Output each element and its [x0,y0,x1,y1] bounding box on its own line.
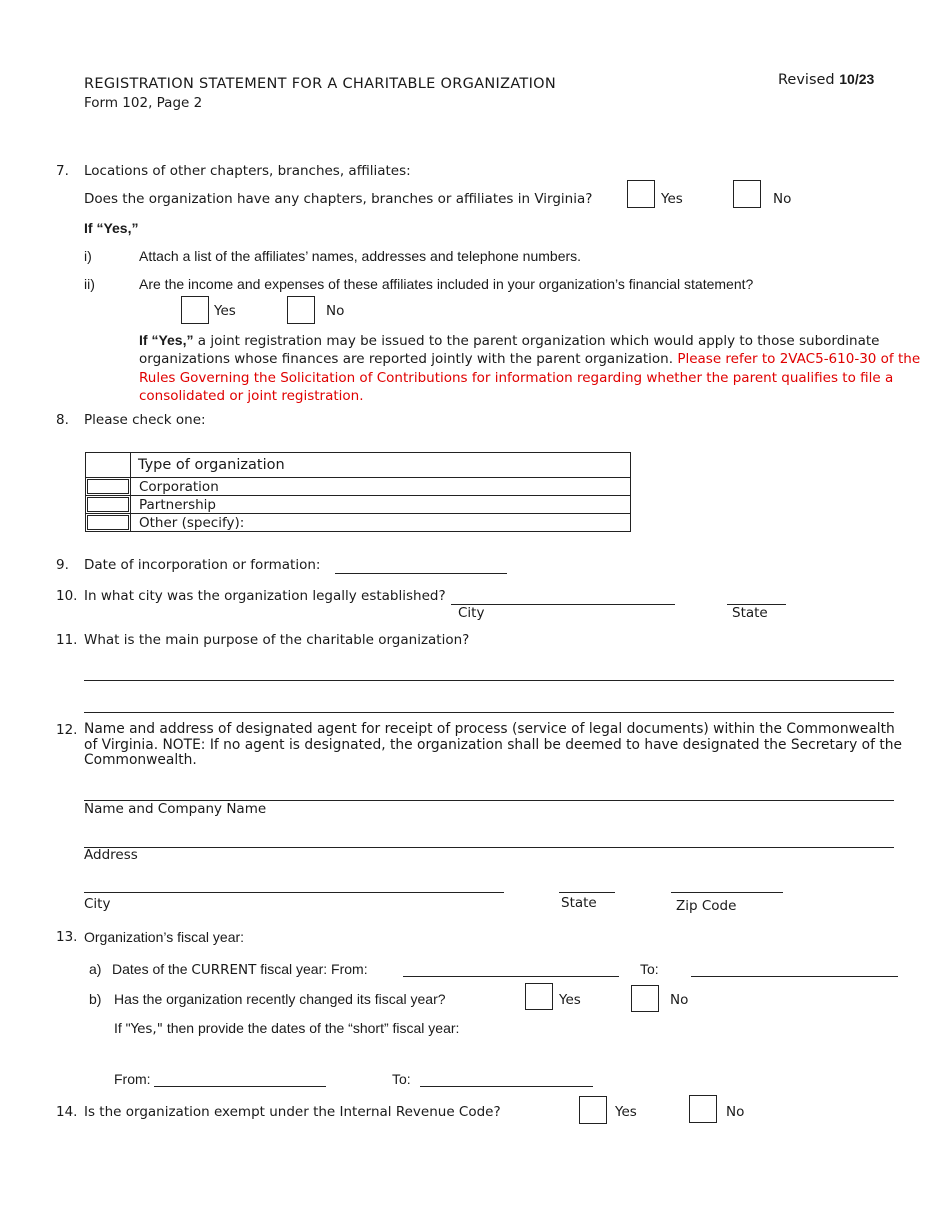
q7-ii-yes-checkbox[interactable] [181,296,209,324]
q13-b-no-label: No [670,992,689,1008]
q13-number: 13. [56,929,78,945]
q10-city-field[interactable] [451,604,675,605]
q10-number: 10. [56,588,78,604]
q13-short-to-label: To: [392,1071,411,1087]
q7-no-label: No [773,191,792,207]
q14-text: Is the organization exempt under the Internal Revenue Code? [84,1104,501,1120]
q14-no-label: No [726,1104,745,1120]
q13-a-text-1: Dates of the [112,961,192,977]
org-corporation-checkbox-cell[interactable] [86,478,131,496]
q7-i-number: i) [84,248,92,264]
org-option-corporation: Corporation [131,478,631,496]
q13-short-year-text [114,1020,459,1037]
q7-note-bold: If “Yes,” [139,332,194,348]
q7-yes-checkbox[interactable] [627,180,655,208]
org-table-header: Type of organization [131,453,631,478]
organization-type-table [85,452,631,532]
q12-state-label: State [561,895,597,911]
q13-short-from-field[interactable] [154,1086,326,1087]
q14-number: 14. [56,1104,78,1120]
q7-note-text: a joint registration may be issued to the parent organization which would apply to those subordinate organizations whose finances are reported jointly with the parent organization. [139,333,880,368]
q7-note-red: Please refer to 2VAC5-610-30 of the Rules Governing the Solicitation of Contributions for information regarding whether the parent qualifies to file a consolidated or joint registration. [139,351,921,404]
q12-zip-label: Zip Code [676,898,737,914]
q12-city-field[interactable] [84,892,504,893]
q9-date-field[interactable] [335,573,507,574]
q13-b-number: b) [89,991,102,1007]
form-subtitle: Form 102, Page 2 [84,95,203,111]
q13-a-current: CURRENT [191,962,257,978]
q7-ii-no-checkbox[interactable] [287,296,315,324]
q13-b-yes-checkbox[interactable] [525,983,553,1010]
q9-text: Date of incorporation or formation: [84,557,321,573]
q7-i-text: Attach a list of the affiliates’ names, addresses and telephone numbers. [139,248,582,264]
org-other-checkbox[interactable] [87,515,129,530]
q7-yes-label: Yes [661,191,683,207]
revised-label: Revised [778,72,835,88]
q7-ii-no-label: No [326,303,345,319]
q8-title: Please check one: [84,412,206,428]
q14-yes-checkbox[interactable] [579,1096,607,1124]
q14-yes-label: Yes [615,1104,637,1120]
q12-name-label: Name and Company Name [84,801,267,817]
q9-number: 9. [56,557,69,573]
q12-text: Name and address of designated agent for receipt of process (service of legal documents) within the Commonwealth of Virginia. NOTE: If no agent is designated, the organization shall be deemed to have designated the Secretary of the Commonwealth. [84,721,902,768]
q10-text: In what city was the organization legally established? [84,588,446,604]
q7-number: 7. [56,163,69,179]
q7-ii-number: ii) [84,276,95,292]
q11-purpose-line-2[interactable] [84,712,894,713]
q10-state-label: State [732,605,768,621]
q10-city-label: City [458,605,485,621]
q8-number: 8. [56,412,69,428]
q7-joint-note [139,331,924,405]
revised-value: 10/23 [839,71,875,87]
q7-no-checkbox[interactable] [733,180,761,208]
q7-ii-yes-label: Yes [214,303,236,319]
q7-ii-text: Are the income and expenses of these affiliates included in your organization’s financial statement? [139,276,754,292]
q12-address-label: Address [84,847,138,863]
q13-short-2: then provide the dates of the “short” fiscal year: [162,1020,460,1036]
q13-b-no-checkbox[interactable] [631,985,659,1012]
q7-title: Locations of other chapters, branches, affiliates: [84,163,411,179]
q13-title: Organization’s fiscal year: [84,929,245,945]
q11-number: 11. [56,632,78,648]
q12-number: 12. [56,722,78,738]
q12-zip-field[interactable] [671,892,783,893]
q12-city-label: City [84,896,111,912]
org-partnership-checkbox-cell[interactable] [86,496,131,514]
q7-if-yes: If “Yes,” [84,220,139,236]
org-corporation-checkbox[interactable] [87,479,129,494]
org-other-checkbox-cell[interactable] [86,514,131,532]
q14-no-checkbox[interactable] [689,1095,717,1123]
org-partnership-checkbox[interactable] [87,497,129,512]
q7-question: Does the organization have any chapters, branches or affiliates in Virginia? [84,191,593,207]
q12-address-field[interactable] [84,847,894,848]
q13-a-number: a) [89,961,102,977]
q11-purpose-line-1[interactable] [84,680,894,681]
q13-short-yes: Yes," [130,1021,163,1037]
q13-short-to-field[interactable] [420,1086,593,1087]
q13-a-text-2: fiscal year: From: [256,961,368,977]
org-option-other: Other (specify): [131,514,631,532]
q13-a-to-field[interactable] [691,976,898,977]
org-header-blank-cell [86,453,131,478]
q13-b-yes-label: Yes [559,992,581,1008]
q11-text: What is the main purpose of the charitable organization? [84,632,470,648]
q13-short-1: If " [114,1020,131,1036]
revised-stamp [778,71,874,88]
q13-a-to-label: To: [640,961,659,977]
q12-state-field[interactable] [559,892,615,893]
q13-a-from-field[interactable] [403,976,619,977]
org-option-partnership: Partnership [131,496,631,514]
q13-b-text: Has the organization recently changed its fiscal year? [114,991,446,1007]
q13-a-text [112,961,368,978]
q13-short-from-label: From: [114,1071,151,1087]
form-title: REGISTRATION STATEMENT FOR A CHARITABLE ORGANIZATION [84,76,557,92]
